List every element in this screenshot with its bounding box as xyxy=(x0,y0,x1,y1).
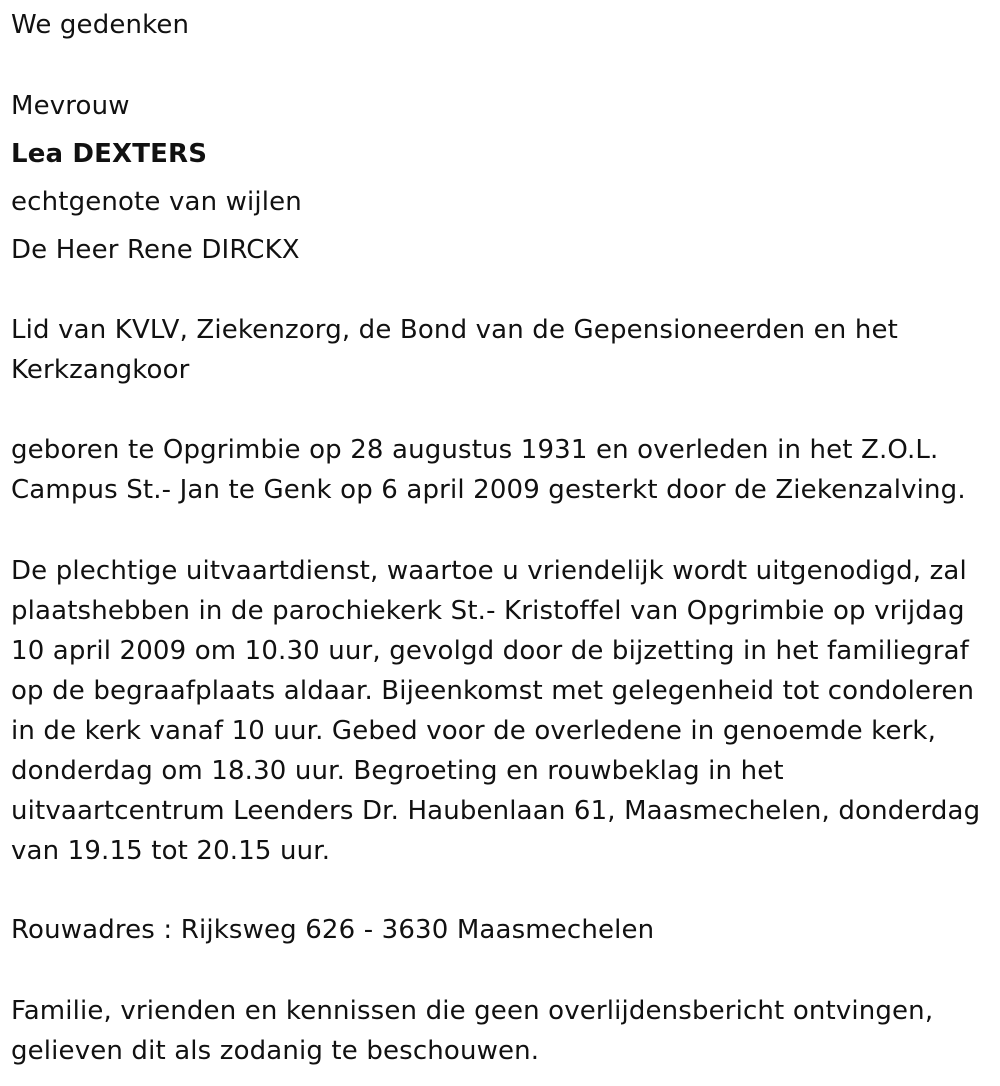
spouse-name: De Heer Rene DIRCKX xyxy=(11,235,300,265)
honorific: Mevrouw xyxy=(11,91,130,121)
ceremony-paragraph: De plechtige uitvaartdienst, waartoe u vriendelijk wordt uitgenodigd, zal plaatshebben in de parochiekerk St.- Kristoffel van Opgrimbie op vrijdag 10 april 2009 om 10.30 uur, gevolgd door de bijzetting in het familiegraf op de begraafplaats aldaar. Bijeenkomst met gelegenheid tot condoleren in de kerk vanaf 10 uur. Gebed voor de overledene in genoemde kerk, donderdag om 18.30 uur. Begroeting en rouwbeklag in het uitvaartcentrum Leenders Dr. Haubenlaan 61, Maasmechelen, donderdag van 19.15 tot 20.15 uur. xyxy=(11,556,981,866)
relation-text: echtgenote van wijlen xyxy=(11,187,302,217)
deceased-name: Lea DEXTERS xyxy=(11,139,208,169)
notice-paragraph: Familie, vrienden en kennissen die geen overlijdensbericht ontvingen, gelieven dit als zodanig te beschouwen. xyxy=(11,996,934,1066)
mourning-address: Rouwadres : Rijksweg 626 - 3630 Maasmechelen xyxy=(11,915,655,945)
membership-paragraph: Lid van KVLV, Ziekenzorg, de Bond van de Gepensioneerden en het Kerkzangkoor xyxy=(11,315,898,385)
intro-text: We gedenken xyxy=(11,10,190,40)
birth-death-paragraph: geboren te Opgrimbie op 28 augustus 1931 en overleden in het Z.O.L. Campus St.- Jan te Genk op 6 april 2009 gesterkt door de Ziekenzalving. xyxy=(11,435,966,505)
